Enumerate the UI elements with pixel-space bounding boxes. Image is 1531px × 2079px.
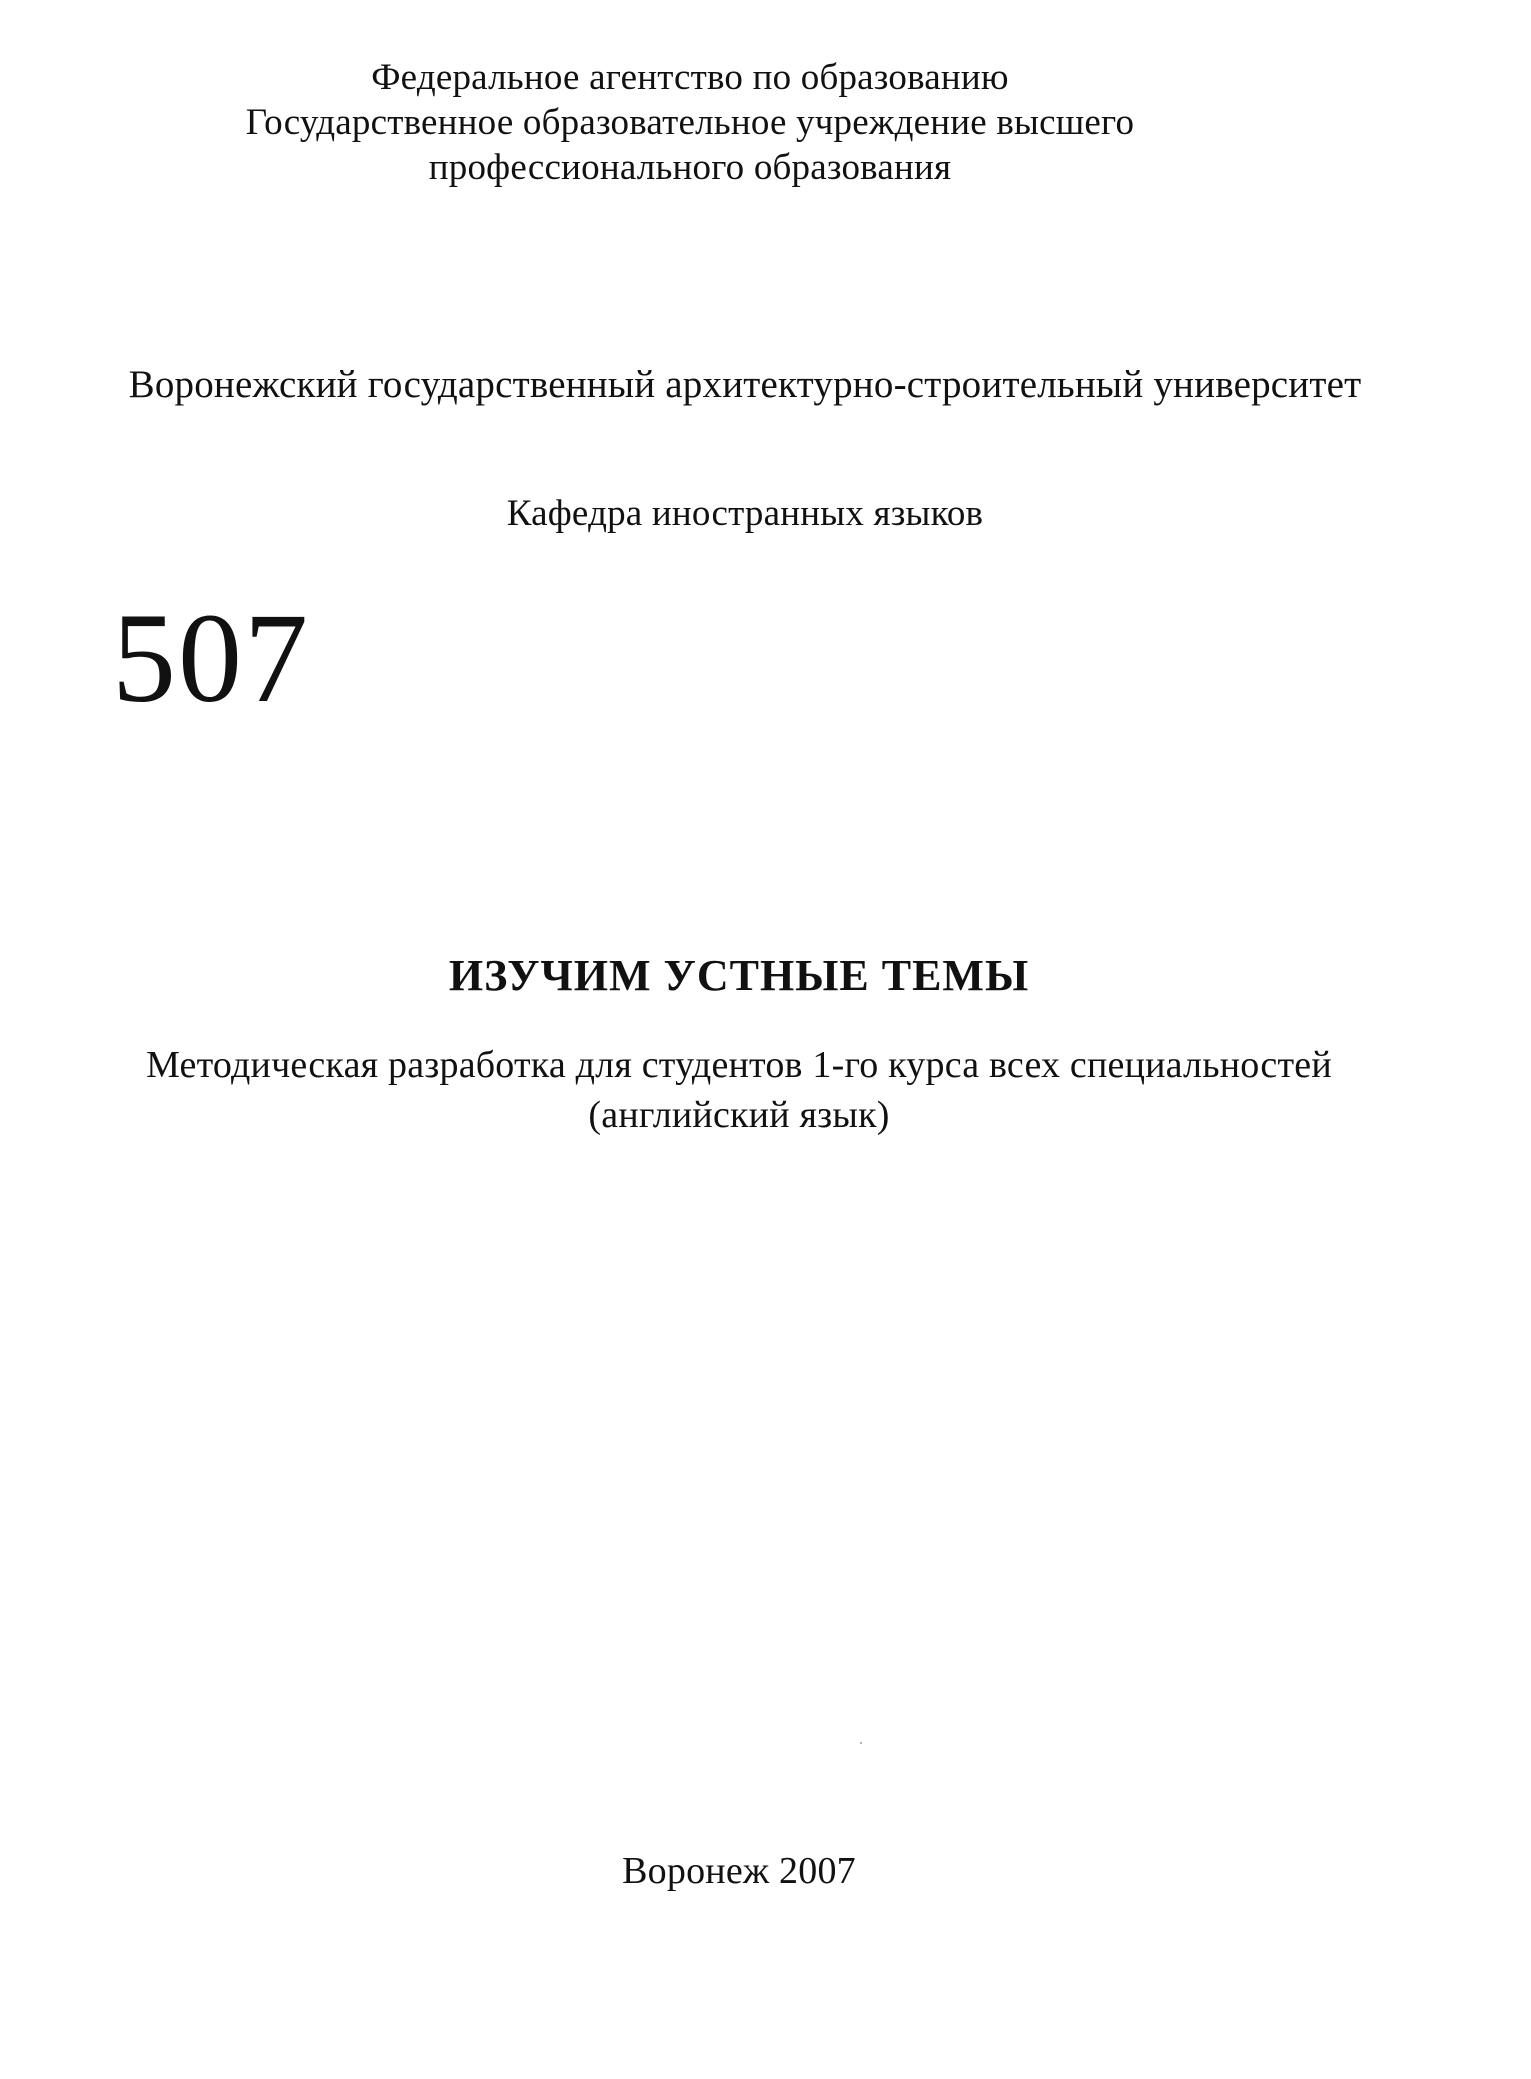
- document-subtitle-line2: (английский язык): [588, 1094, 890, 1136]
- university-name: Воронежский государственный архитектурно-строительный университет: [128, 363, 1362, 406]
- scan-speck: [860, 1742, 862, 1744]
- place-and-year: Воронеж 2007: [622, 1850, 856, 1892]
- institution-type-line2: профессионального образования: [428, 147, 952, 188]
- document-subtitle-line1: Методическая разработка для студентов 1-го курса всех специальностей: [146, 1044, 1332, 1086]
- handwritten-catalog-number: 507: [112, 587, 310, 729]
- document-title: ИЗУЧИМ УСТНЫЕ ТЕМЫ: [448, 951, 1030, 1000]
- department-name: Кафедра иностранных языков: [506, 493, 984, 534]
- institution-type-line1: Государственное образовательное учреждение высшего: [245, 102, 1135, 143]
- agency-name: Федеральное агентство по образованию: [371, 57, 1009, 98]
